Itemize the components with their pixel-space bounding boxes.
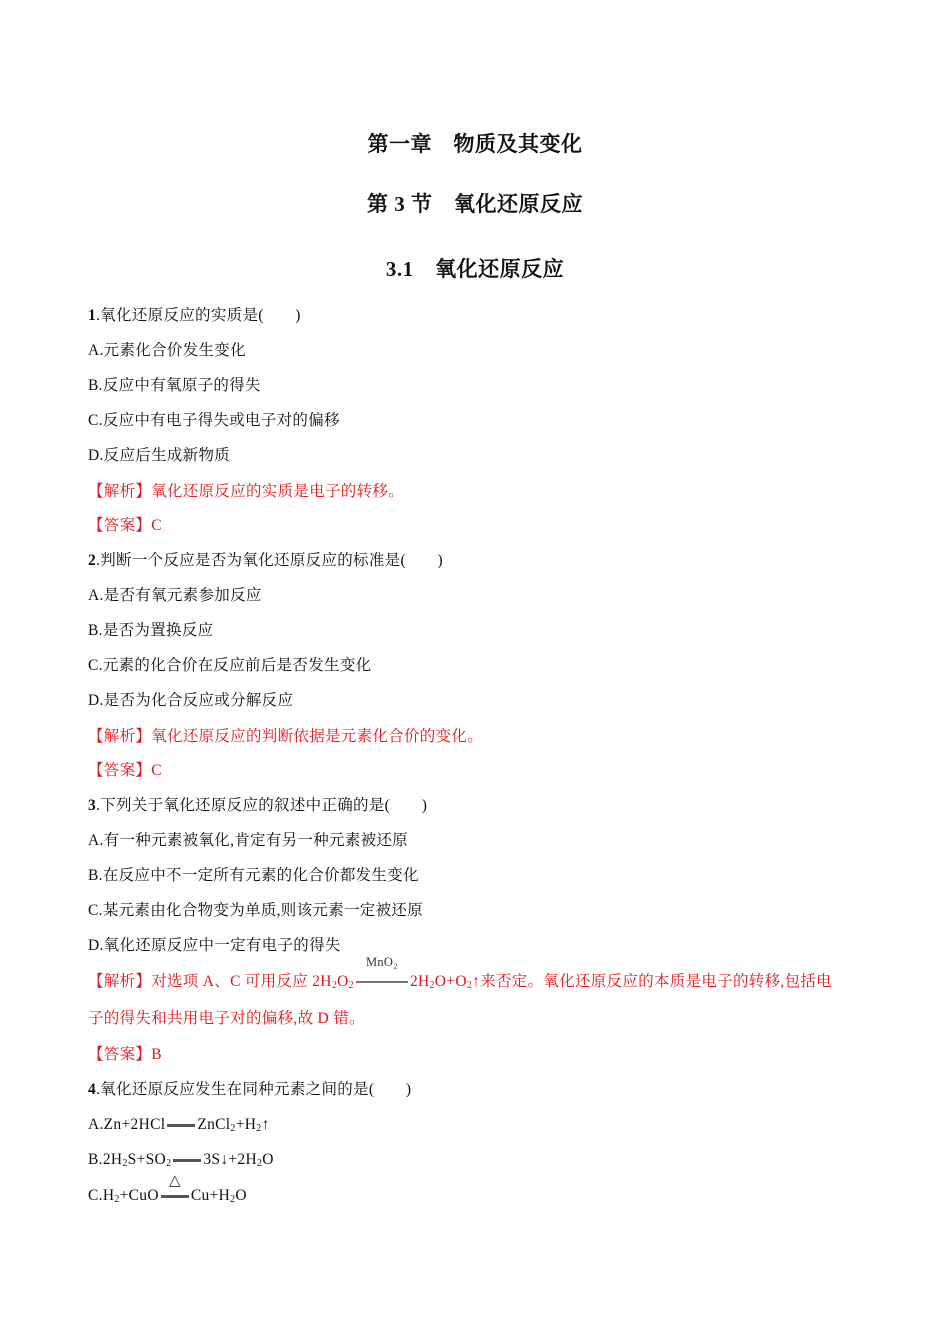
question-text: .下列关于氧化还原反应的叙述中正确的是( ) [96, 797, 428, 814]
question-2-option-d: D.是否为化合反应或分解反应 [88, 692, 294, 709]
answer-label: 【答案】 [88, 1046, 152, 1063]
products: +H [235, 1116, 257, 1133]
analysis-text: 氧化还原反应的实质是电子的转移。 [151, 483, 405, 500]
question-3-analysis-line-2: 子的得失和共用电子对的偏移,故 D 错。 [88, 1010, 365, 1027]
question-text: .氧化还原反应发生在同种元素之间的是( ) [96, 1081, 412, 1098]
products: 3S↓+2H [203, 1151, 257, 1168]
analysis-label: 【解析】 [88, 728, 152, 745]
chapter-title: 第一章 物质及其变化 [367, 132, 583, 156]
question-number: 1 [88, 307, 97, 324]
subscript: 2 [256, 1158, 263, 1169]
question-1-option-c: C.反应中有电子得失或电子对的偏移 [88, 412, 340, 429]
question-4-stem [88, 1080, 411, 1100]
subscript: 2 [114, 1194, 120, 1205]
subscript: 2 [230, 1194, 236, 1205]
question-1-analysis [88, 482, 404, 502]
subscript: 2 [122, 1158, 128, 1169]
catalyst-label: MnO₂ [365, 955, 398, 969]
question-2-option-b: B.是否为置换反应 [88, 622, 214, 639]
products: Cu+H [190, 1187, 231, 1204]
question-2-option-a: A.是否有氧元素参加反应 [88, 587, 262, 604]
question-3-answer [88, 1045, 162, 1065]
reactants: S+SO [127, 1151, 167, 1168]
analysis-text: ↑来否定。氧化还原反应的本质是电子的转移,包括电 [472, 973, 832, 990]
question-number: 2 [88, 552, 97, 569]
reaction-bar [167, 1124, 195, 1127]
subscript: 2 [230, 1123, 236, 1134]
answer-value: C [151, 762, 162, 779]
answer-label: 【答案】 [88, 762, 152, 779]
question-4-option-c [88, 1173, 247, 1206]
question-1-option-b: B.反应中有氧原子的得失 [88, 377, 261, 394]
subsection-title: 3.1 氧化还原反应 [385, 257, 565, 281]
heat-triangle-icon: △ [168, 1173, 181, 1189]
question-3-option-d: D.氧化还原反应中一定有电子的得失 [88, 937, 341, 954]
reactants: C.H [88, 1187, 115, 1204]
reactants: +CuO [119, 1187, 159, 1204]
question-text: .氧化还原反应的实质是( ) [96, 307, 301, 324]
question-number: 4 [88, 1081, 97, 1098]
section-title: 第 3 节 氧化还原反应 [367, 192, 583, 216]
heating-equals-sign [160, 1173, 190, 1206]
subscript: 2 [256, 1123, 262, 1134]
question-4-option-a [88, 1115, 270, 1135]
question-3-option-b: B.在反应中不一定所有元素的化合价都发生变化 [88, 867, 419, 884]
reactants: A.Zn+2HCl [88, 1116, 166, 1133]
question-1-option-a: A.元素化合价发生变化 [88, 342, 246, 359]
analysis-label: 【解析】 [88, 483, 152, 500]
question-3-option-a: A.有一种元素被氧化,肯定有另一种元素被还原 [88, 832, 409, 849]
question-4-option-b [88, 1150, 274, 1170]
reaction-bar [161, 1195, 189, 1198]
question-1-answer [88, 516, 162, 536]
question-2-answer [88, 761, 162, 781]
reaction-arrow [355, 955, 409, 992]
question-text: .判断一个反应是否为氧化还原反应的标准是( ) [96, 552, 443, 569]
subscript: 2 [466, 980, 473, 991]
reaction-bar [356, 981, 408, 983]
formula-text: O+O [434, 973, 467, 990]
reactants: B.2H [88, 1151, 123, 1168]
formula-text: O [337, 973, 349, 990]
equals-sign [166, 1115, 196, 1135]
equals-sign [172, 1150, 202, 1170]
gas-arrow: ↑ [261, 1116, 270, 1133]
formula-text: 2H [409, 973, 430, 990]
subscript: 2 [166, 1158, 172, 1169]
subscript: 2 [331, 980, 338, 991]
reaction-bar [173, 1159, 201, 1162]
answer-value: B [151, 1046, 162, 1063]
analysis-text: 氧化还原反应的判断依据是元素化合价的变化。 [151, 728, 484, 745]
answer-label: 【答案】 [88, 517, 152, 534]
question-1-option-d: D.反应后生成新物质 [88, 447, 231, 464]
question-3-analysis-line-1 [88, 955, 832, 992]
question-3-stem [88, 796, 427, 816]
analysis-text: 对选项 A、C 可用反应 2H [151, 973, 332, 990]
products: O [262, 1151, 274, 1168]
question-3-option-c: C.某元素由化合物变为单质,则该元素一定被还原 [88, 902, 423, 919]
analysis-label: 【解析】 [88, 973, 152, 990]
subscript: 2 [429, 980, 435, 991]
products: ZnCl [197, 1116, 231, 1133]
subscript: 2 [348, 980, 354, 991]
question-2-option-c: C.元素的化合价在反应前后是否发生变化 [88, 657, 372, 674]
question-2-analysis [88, 727, 483, 747]
question-number: 3 [88, 797, 97, 814]
question-2-stem [88, 551, 443, 571]
products: O [235, 1187, 247, 1204]
answer-value: C [151, 517, 162, 534]
question-1-stem [88, 306, 301, 326]
